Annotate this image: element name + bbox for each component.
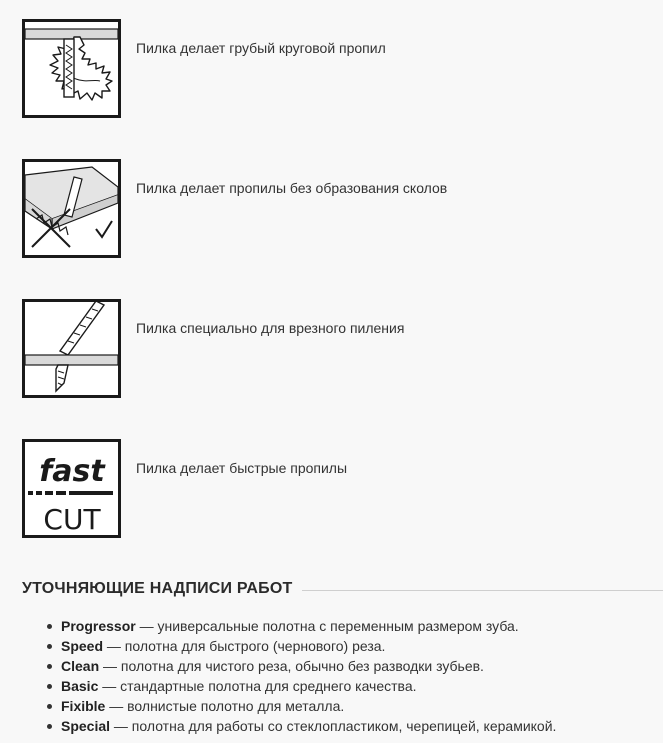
marking-description: — стандартные полотна для среднего качества.	[98, 678, 417, 694]
cut-logo-text: CUT	[43, 503, 101, 536]
list-item	[61, 656, 556, 676]
marking-description: — полотна для чистого реза, обычно без разводки зубьев.	[99, 658, 484, 674]
list-item	[61, 696, 556, 716]
bullet-icon	[47, 624, 52, 629]
marking-term: Fixible	[61, 698, 106, 714]
bullet-icon	[47, 644, 52, 649]
marking-term: Speed	[61, 638, 104, 654]
splinter-free-cut-icon	[22, 159, 121, 258]
section-title: УТОЧНЯЮЩИЕ НАДПИСИ РАБОТ	[22, 580, 293, 597]
section-heading	[22, 580, 663, 598]
heading-divider	[302, 590, 663, 591]
list-item	[61, 616, 556, 636]
feature-row-splinter-free	[22, 159, 447, 258]
list-item	[61, 716, 556, 736]
bullet-icon	[47, 664, 52, 669]
fast-logo-text: fast	[39, 454, 105, 489]
feature-description: Пилка специально для врезного пиления	[136, 320, 405, 336]
markings-list	[61, 616, 556, 736]
feature-description: Пилка делает грубый круговой пропил	[136, 40, 386, 56]
marking-description: — полотна для быстрого (чернового) реза.	[103, 638, 386, 654]
marking-term: Clean	[61, 658, 100, 674]
feature-row-fast-cut	[22, 439, 347, 538]
marking-term: Progressor	[61, 618, 136, 634]
bullet-icon	[47, 704, 52, 709]
marking-description: — универсальные полотна с переменным размером зуба.	[135, 618, 519, 634]
fast-cut-icon	[22, 439, 121, 538]
feature-row-plunge-cut	[22, 299, 404, 398]
marking-term: Basic	[61, 678, 99, 694]
marking-description: — волнистые полотно для металла.	[105, 698, 345, 714]
feature-description: Пилка делает пропилы без образования сколов	[136, 180, 448, 196]
plunge-cut-icon	[22, 299, 121, 398]
feature-description: Пилка делает быстрые пропилы	[136, 460, 348, 476]
list-item	[61, 676, 556, 696]
bullet-icon	[47, 684, 52, 689]
feature-row-coarse-curve	[22, 19, 386, 118]
marking-term: Special	[61, 718, 111, 734]
marking-description: — полотна для работы со стеклопластиком, черепицей, керамикой.	[110, 718, 557, 734]
coarse-curve-cut-icon	[22, 19, 121, 118]
list-item	[61, 636, 556, 656]
bullet-icon	[47, 724, 52, 729]
